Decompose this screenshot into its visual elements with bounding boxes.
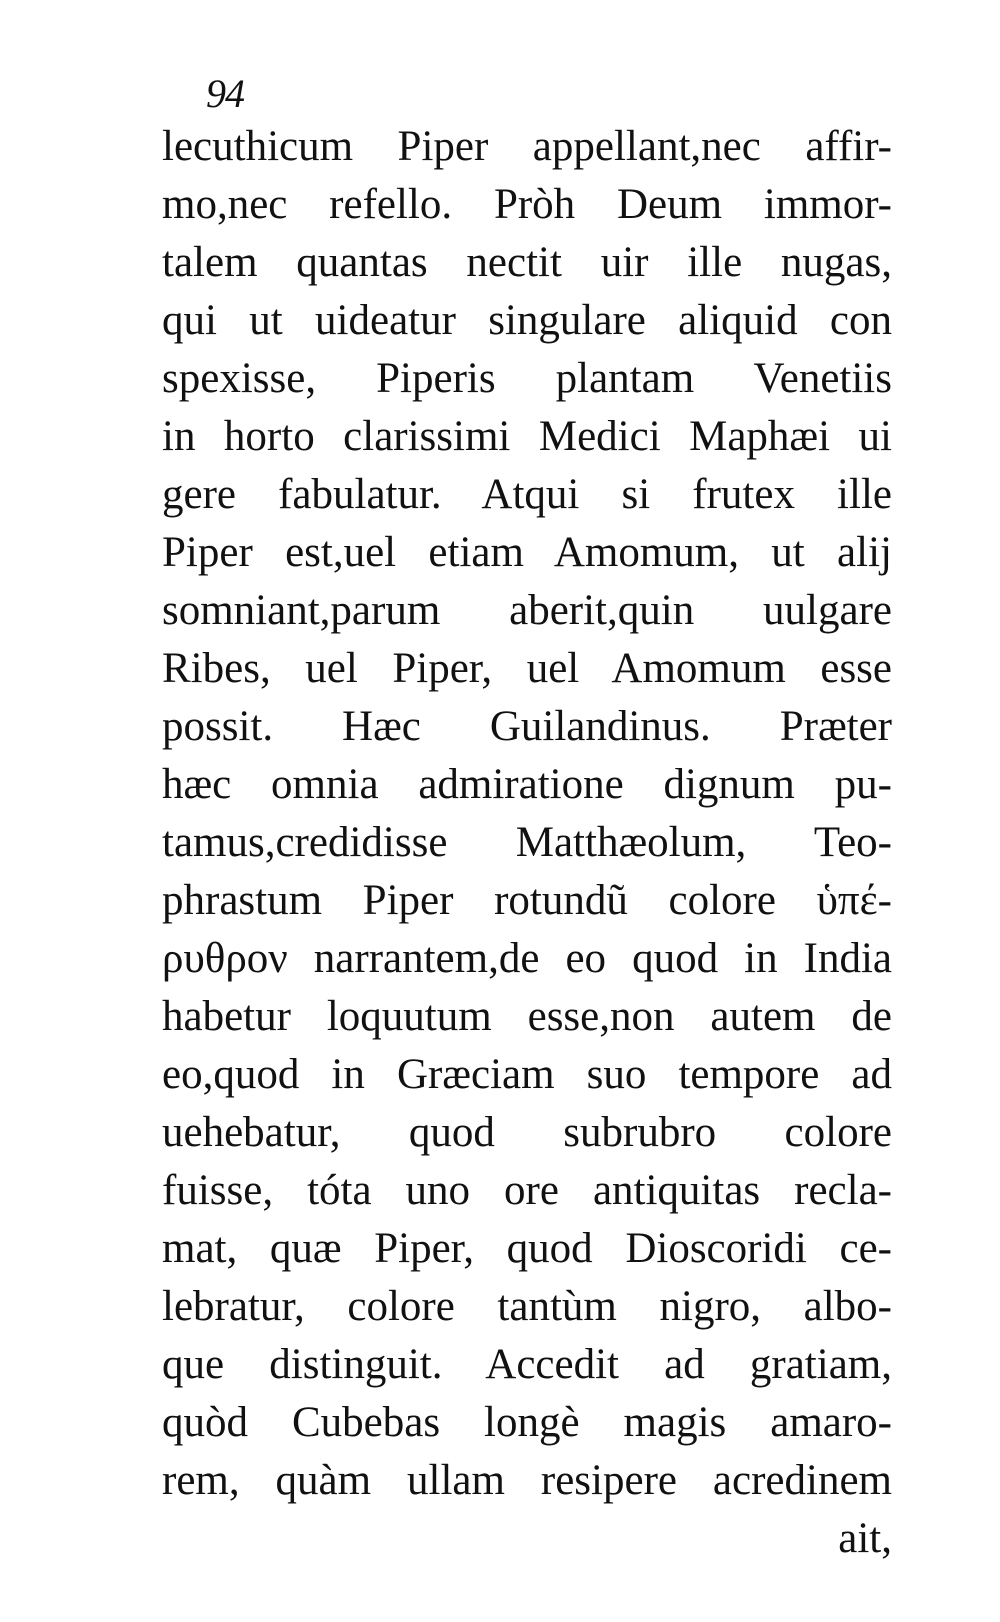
text-line: que distinguit. Accedit ad gratiam, bbox=[162, 1341, 892, 1388]
text-line: talem quantas nectit uir ille nugas, bbox=[162, 239, 892, 286]
text-line: qui ut uideatur singulare aliquid con bbox=[162, 297, 892, 344]
text-line: gere fabulatur. Atqui si frutex ille bbox=[162, 471, 892, 518]
text-line: lecuthicum Piper appellant,nec affir- bbox=[162, 123, 892, 170]
text-line: habetur loquutum esse,non autem de bbox=[162, 993, 892, 1040]
text-line: fuisse, tóta uno ore antiquitas recla- bbox=[162, 1167, 892, 1214]
text-line: rem, quàm ullam resipere acredinem bbox=[162, 1457, 892, 1504]
text-line: somniant,parum aberit,quin uulgare bbox=[162, 587, 892, 634]
text-line: Piper est,uel etiam Amomum, ut alij bbox=[162, 529, 892, 576]
text-line: tamus,credidisse Matthæolum, Teo- bbox=[162, 819, 892, 866]
text-line: uehebatur, quod subrubro colore bbox=[162, 1109, 892, 1156]
text-line: quòd Cubebas longè magis amaro- bbox=[162, 1399, 892, 1446]
body-text bbox=[162, 118, 892, 1568]
text-line: in horto clarissimi Medici Maphæi ui bbox=[162, 413, 892, 460]
text-line: eo,quod in Græciam suo tempore ad bbox=[162, 1051, 892, 1098]
catchword: ait, bbox=[838, 1515, 892, 1562]
text-line: mo,nec refello. Pròh Deum immor- bbox=[162, 181, 892, 228]
text-line: lebratur, colore tantùm nigro, albo- bbox=[162, 1283, 892, 1330]
text-line: phrastum Piper rotundũ colore ὑπέ- bbox=[162, 877, 892, 924]
text-line: ρυθρον narrantem,de eo quod in India bbox=[162, 935, 892, 982]
text-line: spexisse, Piperis plantam Venetiis bbox=[162, 355, 892, 402]
text-line: Ribes, uel Piper, uel Amomum esse bbox=[162, 645, 892, 692]
text-line: possit. Hæc Guilandinus. Præter bbox=[162, 703, 892, 750]
text-line: hæc omnia admiratione dignum pu- bbox=[162, 761, 892, 808]
text-line: mat, quæ Piper, quod Dioscoridi ce- bbox=[162, 1225, 892, 1272]
page-number: 94 bbox=[206, 71, 244, 116]
